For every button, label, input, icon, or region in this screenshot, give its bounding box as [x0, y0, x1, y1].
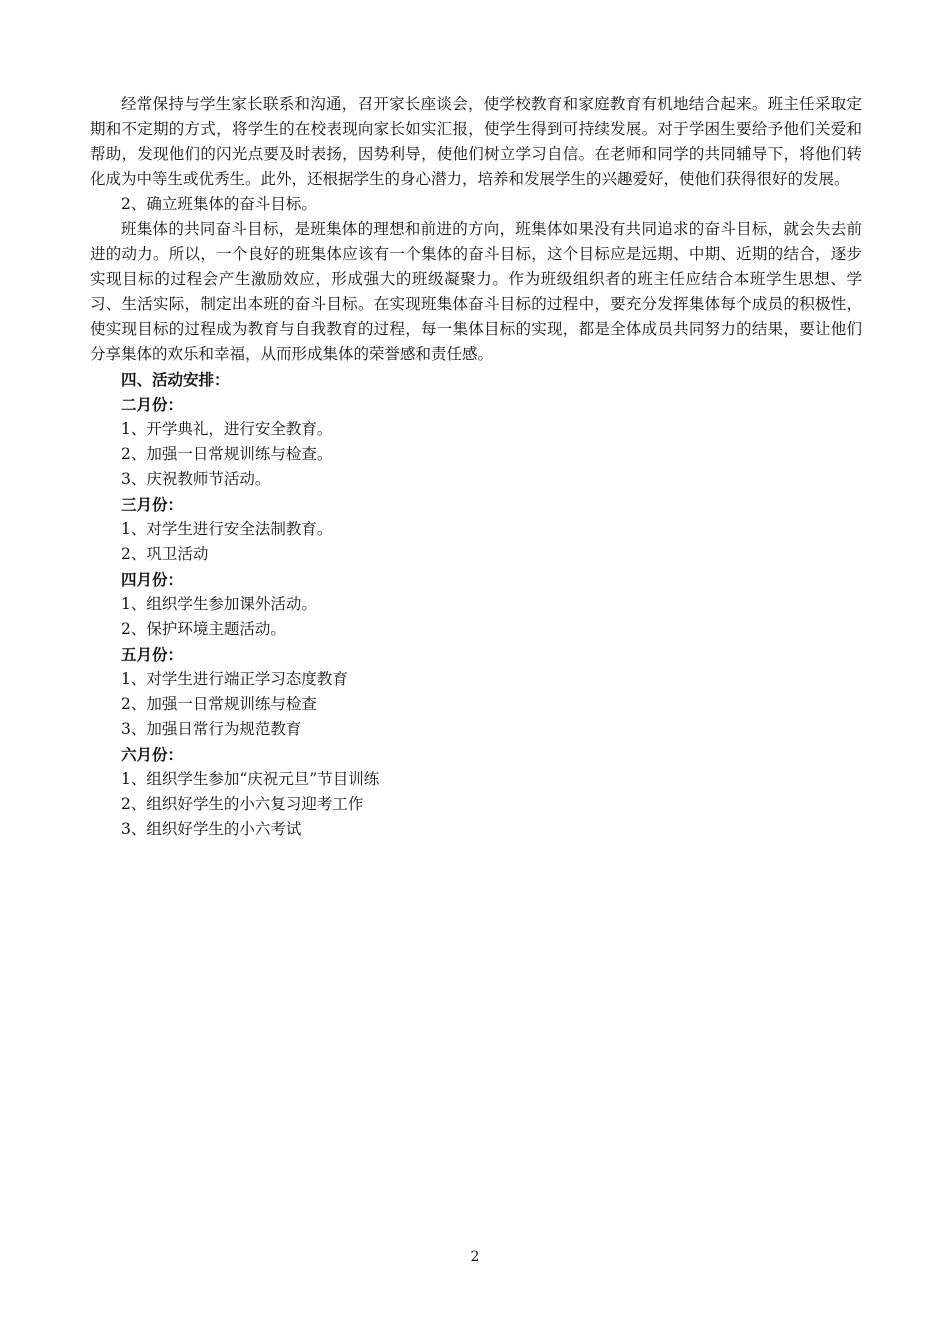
list-item: 3、加强日常行为规范教育	[121, 720, 302, 738]
month-heading-april: 四月份：	[121, 570, 184, 589]
list-item: 1、组织学生参加课外活动。	[121, 595, 317, 613]
list-item: 1、对学生进行端正学习态度教育	[121, 670, 348, 688]
list-item: 2、加强一日常规训练与检查。	[121, 445, 333, 463]
list-item: 2、加强一日常规训练与检查	[121, 695, 317, 713]
document-page	[90, 92, 862, 842]
list-item: 2、巩卫活动	[121, 545, 209, 563]
month-heading-february: 二月份：	[121, 395, 184, 414]
list-item: 2、保护环境主题活动。	[121, 620, 286, 638]
paragraph-class-goals: 班集体的共同奋斗目标，是班集体的理想和前进的方向，班集体如果没有共同追求的奋斗目标，就会失去前进的动力。所以，一个良好的班集体应该有一个集体的奋斗目标，这个目标应是远期、中期、近期的结合，逐步实现目标的过程会产生激励效应，形成强大的班级凝聚力。作为班级组织者的班主任应结合本班学生思想、学习、生活实际，制定出本班的奋斗目标。在实现班集体奋斗目标的过程中，要充分发挥集体每个成员的积极性，使实现目标的过程成为教育与自我教育的过程，每一集体目标的实现，都是全体成员共同努力的结果，要让他们分享集体的欢乐和幸福，从而形成集体的荣誉感和责任感。	[90, 220, 862, 363]
list-item: 3、庆祝教师节活动。	[121, 470, 271, 488]
list-item: 1、组织学生参加“庆祝元旦”节目训练	[121, 770, 380, 788]
month-heading-march: 三月份：	[121, 495, 184, 514]
month-heading-may: 五月份：	[121, 645, 184, 664]
month-heading-june: 六月份：	[121, 745, 184, 764]
list-item: 1、开学典礼，进行安全教育。	[121, 420, 333, 438]
list-item: 3、组织好学生的小六考试	[121, 820, 302, 838]
page-number: 2	[470, 1249, 480, 1265]
list-item: 2、组织好学生的小六复习迎考工作	[121, 795, 364, 813]
section-heading-activities: 四、活动安排：	[121, 370, 230, 389]
paragraph-parent-communication: 经常保持与学生家长联系和沟通，召开家长座谈会，使学校教育和家庭教育有机地结合起来。班主任采取定期和不定期的方式，将学生的在校表现向家长如实汇报，使学生得到可持续发展。对于学困生要给予他们关爱和帮助，发现他们的闪光点要及时表扬，因势利导，使他们树立学习自信。在老师和同学的共同辅导下，将他们转化成为中等生或优秀生。此外，还根据学生的身心潜力，培养和发展学生的兴趣爱好，使他们获得很好的发展。	[90, 95, 862, 188]
item-heading-class-goals: 2、确立班集体的奋斗目标。	[121, 195, 317, 213]
list-item: 1、对学生进行安全法制教育。	[121, 520, 333, 538]
